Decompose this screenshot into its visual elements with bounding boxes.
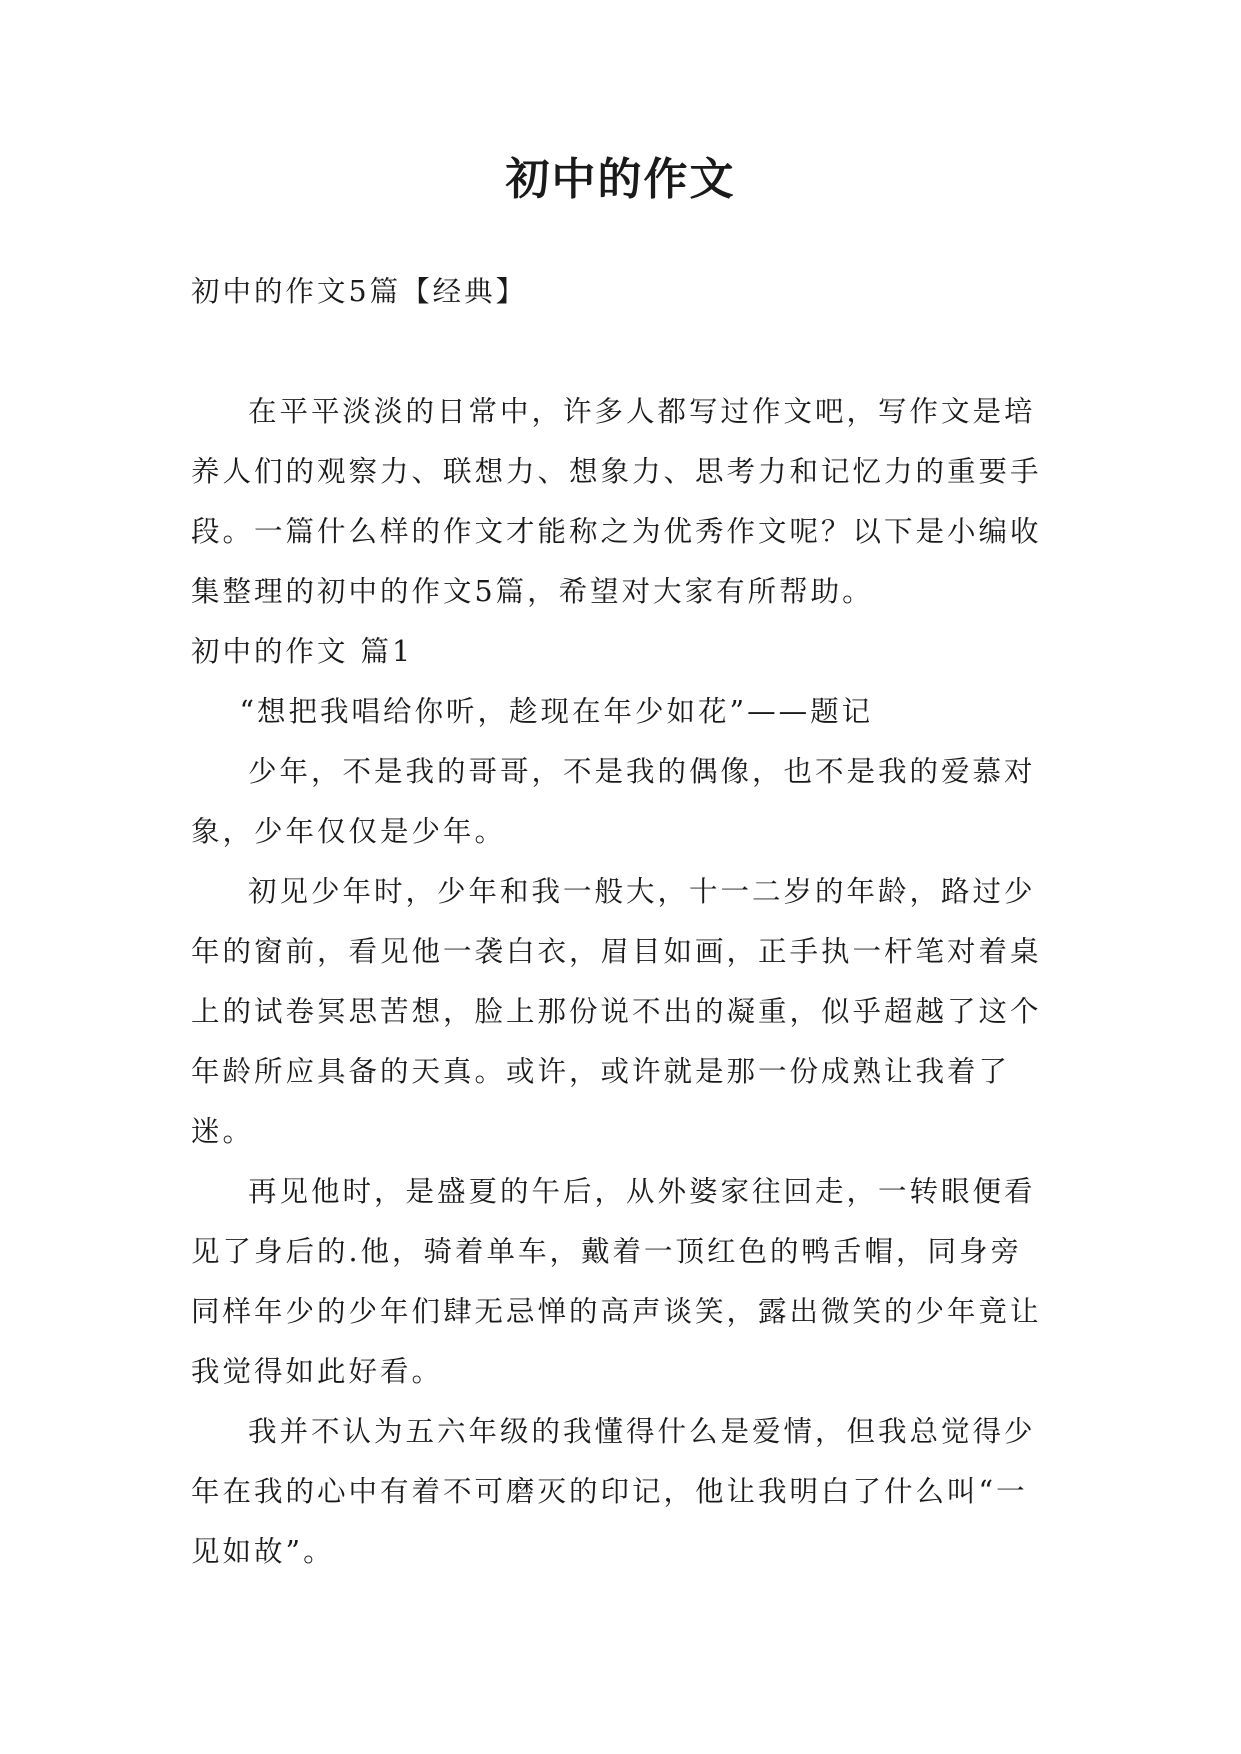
document-title: 初中的作文 bbox=[505, 154, 736, 205]
body-paragraph: 我并不认为五六年级的我懂得什么是爱情，但我总觉得少年在我的心中有着不可磨灭的印记，他让我明白了什么叫“一见如故”。 bbox=[191, 1415, 1036, 1568]
section-heading: 初中的作文 篇1 bbox=[191, 635, 414, 668]
document-body bbox=[191, 262, 1051, 1582]
intro-paragraph: 在平平淡淡的日常中，许多人都写过作文吧，写作文是培养人们的观察力、联想力、想象力、思考力和记忆力的重要手段。一篇什么样的作文才能称之为优秀作文呢？以下是小编收集整理的初中的作文5篇，希望对大家有所帮助。 bbox=[191, 395, 1042, 608]
subtitle-line: 初中的作文5篇【经典】 bbox=[191, 275, 528, 308]
epigraph-line: “想把我唱给你听，趁现在年少如花”——题记 bbox=[239, 695, 874, 728]
body-paragraph: 再见他时，是盛夏的午后，从外婆家往回走，一转眼便看见了身后的.他，骑着单车，戴着一顶红色的鸭舌帽，同身旁同样年少的少年们肆无忌惮的高声谈笑，露出微笑的少年竟让我觉得如此好看。 bbox=[191, 1175, 1042, 1388]
body-paragraph: 初见少年时，少年和我一般大，十一二岁的年龄，路过少年的窗前，看见他一袭白衣，眉目如画，正手执一杆笔对着桌上的试卷冥思苦想，脸上那份说不出的凝重，似乎超越了这个年龄所应具备的天真。或许，或许就是那一份成熟让我着了迷。 bbox=[191, 875, 1042, 1148]
body-paragraph: 少年，不是我的哥哥，不是我的偶像，也不是我的爱慕对象，少年仅仅是少年。 bbox=[191, 755, 1036, 848]
